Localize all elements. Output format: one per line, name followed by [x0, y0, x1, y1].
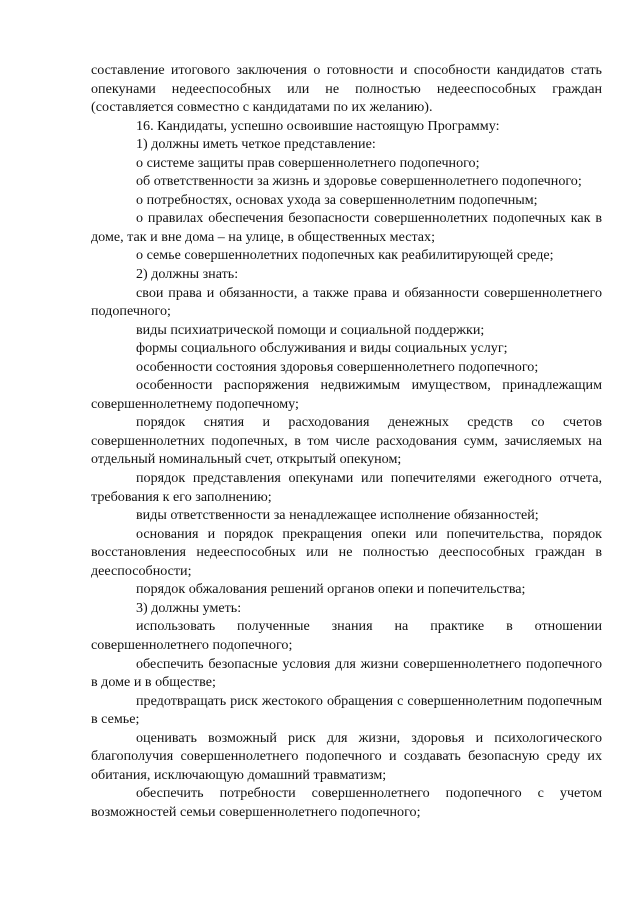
paragraph: об ответственности за жизнь и здоровье совершеннолетнего подопечного; — [136, 173, 582, 190]
paragraph: о потребностях, основах ухода за совершеннолетним подопечным; — [136, 191, 538, 208]
paragraph: 1) должны иметь четкое представление: — [136, 136, 376, 153]
paragraph: порядок обжалования решений органов опеки и попечительства; — [136, 581, 526, 598]
paragraph: составление итогового заключения о готовности и способности кандидатов стать опекунами недееспособных или не полностью недееспособных граждан (составляется совместно с кандидатами по их желанию). — [91, 62, 602, 116]
paragraph: о системе защиты прав совершеннолетнего подопечного; — [136, 154, 480, 171]
paragraph: порядок представления опекунами или попечителями ежегодного отчета, требования к его заполнению; — [91, 470, 602, 505]
paragraph: о правилах обеспечения безопасности совершеннолетних подопечных как в доме, так и вне дома – на улице, в общественных местах; — [91, 210, 602, 245]
paragraph: о семье совершеннолетних подопечных как реабилитирующей среде; — [136, 247, 554, 264]
paragraph: обеспечить безопасные условия для жизни совершеннолетнего подопечного в доме и в обществе; — [91, 655, 602, 691]
paragraph: 2) должны знать: — [136, 266, 239, 283]
paragraph: 16. Кандидаты, успешно освоившие настоящую Программу: — [136, 117, 500, 134]
paragraph: обеспечить потребности совершеннолетнего подопечного с учетом возможностей семьи совершеннолетнего подопечного; — [91, 785, 602, 820]
paragraph: основания и порядок прекращения опеки или попечительства, порядок восстановления недееспособных или не полностью дееспособных граждан в дееспособности; — [91, 525, 602, 579]
paragraph: виды ответственности за ненадлежащее исполнение обязанностей; — [136, 507, 539, 524]
paragraph: виды психиатрической помощи и социальной поддержки; — [136, 321, 485, 338]
paragraph: предотвращать риск жестокого обращения с совершеннолетним подопечным в семье; — [91, 692, 602, 728]
paragraph: особенности состояния здоровья совершеннолетнего подопечного; — [136, 358, 539, 375]
paragraph: порядок снятия и расходования денежных средств со счетов совершеннолетних подопечных, в том числе расходования сумм, зачисляемых на отдельный номинальный счет, открытый опекуном; — [91, 414, 602, 468]
paragraph: оценивать возможный риск для жизни, здоровья и психологического благополучия совершеннолетнего подопечного и создавать безопасную среду их обитания, исключающую домашний травматизм; — [91, 729, 602, 783]
paragraph: особенности распоряжения недвижимым имуществом, принадлежащим совершеннолетнему подопечному; — [91, 377, 602, 412]
paragraph: свои права и обязанности, а также права и обязанности совершеннолетнего подопечного; — [91, 284, 602, 320]
paragraph: 3) должны уметь: — [136, 599, 242, 616]
document-page — [91, 61, 602, 821]
paragraph: использовать полученные знания на практике в отношении совершеннолетнего подопечного; — [91, 618, 602, 653]
paragraph: формы социального обслуживания и виды социальных услуг; — [136, 340, 508, 357]
